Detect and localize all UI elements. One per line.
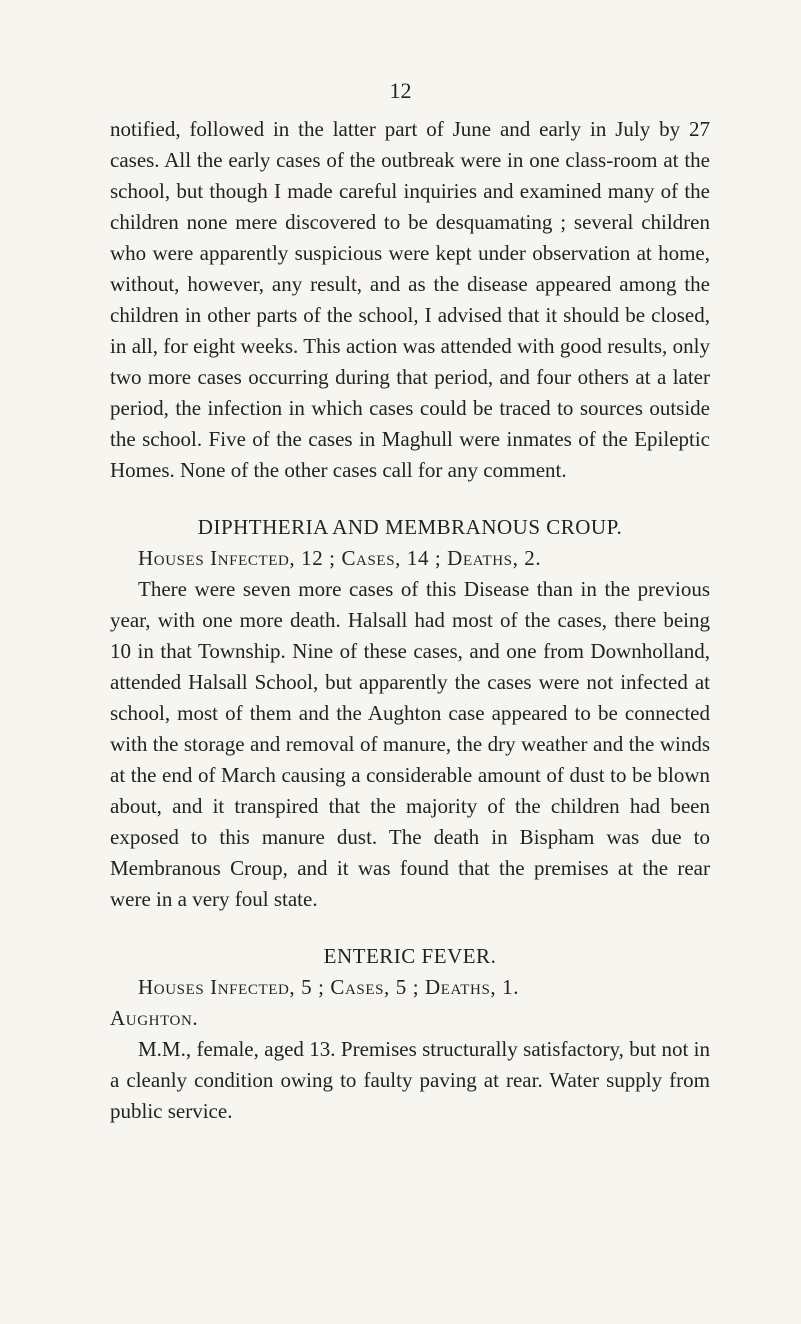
paragraph-diphtheria: There were seven more cases of this Disease than in the previous year, with one more death. Halsall had most of the cases, there being 10 in that Township. Nine of these cases, and one from Downholland, attended Halsall School, but apparently the cases were not infected at school, most of them and the Aughton case appeared to be connected with the storage and removal of manure, the dry weather and the winds at the end of March causing a considerable amount of dust to be blown about, and it transpired that the majority of the children had been exposed to this manure dust. The death in Bispham was due to Membranous Croup, and it was found that the premises at the rear were in a very foul state.: [110, 577, 710, 911]
page-body: [110, 114, 710, 1127]
page-number: 12: [389, 78, 412, 103]
place-aughton: Aughton.: [110, 1006, 199, 1030]
paragraph-enteric-case: M.M., female, aged 13. Premises structurally satisfactory, but not in a cleanly condition owing to faulty paving at rear. Water supply from public service.: [110, 1037, 710, 1123]
stats-diphtheria: Houses Infected, 12 ; Cases, 14 ; Deaths, 2.: [138, 546, 542, 570]
stats-enteric-fever: Houses Infected, 5 ; Cases, 5 ; Deaths, 1.: [138, 975, 520, 999]
paragraph-scarlet-fever-continued: notified, followed in the latter part of June and early in July by 27 cases. All the early cases of the outbreak were in one class-room at the school, but though I made careful inquiries and examined many of the children none mere discovered to be desquamating ; several children who were apparently suspicious were kept under observation at home, without, however, any result, and as the disease appeared among the children in other parts of the school, I advised that it should be closed, in all, for eight weeks. This action was attended with good results, only two more cases occurring during that period, and four others at a later period, the infection in which cases could be traced to sources outside the school. Five of the cases in Maghull were inmates of the Epileptic Homes. None of the other cases call for any comment.: [110, 117, 710, 482]
heading-diphtheria: DIPHTHERIA AND MEMBRANOUS CROUP.: [197, 515, 623, 539]
heading-enteric-fever: ENTERIC FEVER.: [323, 944, 497, 968]
